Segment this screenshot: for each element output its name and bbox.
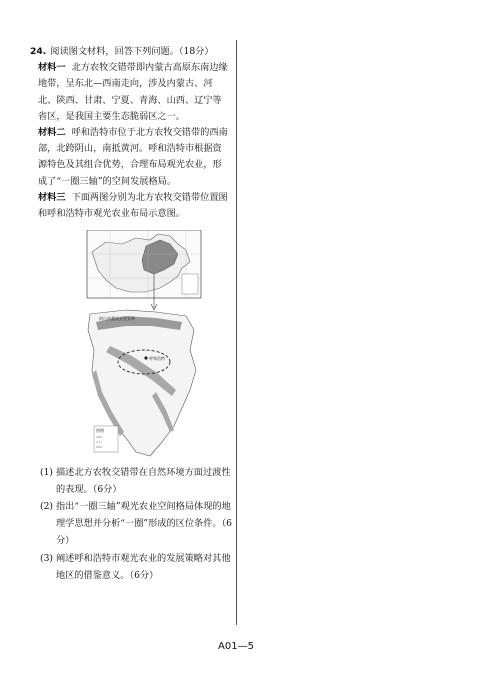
question-block	[30, 44, 230, 222]
subquestion-3	[40, 550, 238, 584]
subquestion-3-number: (3)	[40, 553, 54, 564]
question-number: 24.	[30, 46, 47, 57]
legend-title: 图例	[96, 428, 104, 433]
subquestion-1-text: 描述北方农牧交错带在自然环境方面过渡性的表现。（6分）	[56, 467, 231, 495]
question-prompt: 阅读图文材料，回答下列问题。（18分）	[50, 46, 214, 57]
subquestion-1	[40, 464, 238, 498]
material-2-label: 材料二	[38, 127, 66, 139]
subquestion-2	[40, 498, 238, 549]
material-3-text: 下面两图分别为北方农牧交错带位置图和呼和浩特市观光农业布局示意图。	[38, 191, 228, 220]
subquestion-1-number: (1)	[40, 467, 54, 478]
subquestion-2-number: (2)	[40, 501, 54, 512]
material-2	[30, 125, 230, 190]
page-number: A01—5	[218, 641, 254, 652]
china-location-map	[87, 230, 201, 298]
city-label: 呼和浩特	[149, 356, 165, 361]
hohhot-agriculture-map	[88, 310, 196, 456]
subquestion-2-text: 指出“一圈三轴”观光农业空间格局体现的地理学思想并分析“一圈”形成的区位条件。（6分）	[56, 501, 233, 546]
city-marker-icon	[144, 356, 147, 359]
material-1	[30, 60, 230, 125]
map-figure	[86, 230, 202, 460]
material-3	[30, 190, 230, 222]
material-3-label: 材料三	[38, 191, 66, 203]
subquestion-3-text: 阐述呼和浩特市观光农业的发展策略对其他地区的借鉴意义。（6分）	[56, 553, 231, 581]
material-2-text: 呼和浩特市位于北方农牧交错带的西南部，北跨阴山，南抵黄河。呼和浩特市根据资源特色及其组合优势，合理布局观光农业，形成了“一圈三轴”的空间发展格局。	[38, 127, 228, 187]
north-band-label: 阴山南麓观光农业带	[99, 316, 135, 321]
question-header	[30, 44, 230, 60]
material-1-label: 材料一	[38, 62, 66, 74]
material-1-text: 北方农牧交错带即内蒙古高原东南边缘地带，呈东北—西南走向，涉及内蒙古、河北、陕西、甘肃、宁夏、青海、山西、辽宁等省区，是我国主要生态脆弱区之一。	[38, 62, 228, 122]
